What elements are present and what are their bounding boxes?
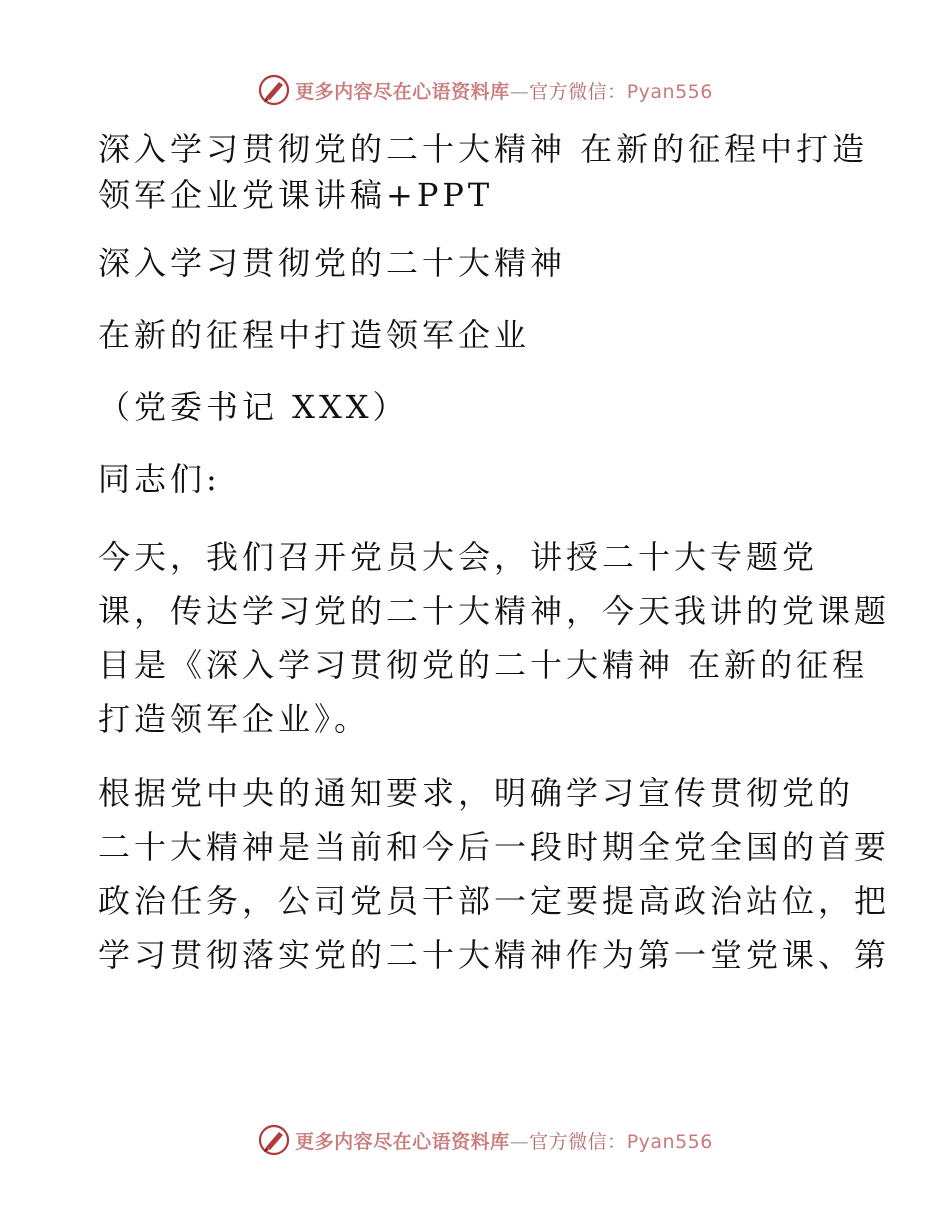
watermark-brand: 更多内容尽在心语资料库 (295, 80, 510, 103)
footer-watermark (0, 1118, 950, 1162)
paragraph-line: 政治任务，公司党员干部一定要提高政治站位，把 (98, 882, 891, 920)
watermark-label: 官方微信： (529, 80, 627, 103)
watermark-text (295, 77, 713, 104)
watermark-group (257, 1123, 713, 1157)
heading-1: 深入学习贯彻党的二十大精神 (98, 244, 567, 282)
watermark-id: Pyan556 (626, 80, 713, 103)
paragraph-line: 根据党中央的通知要求，明确学习宣传贯彻党的 (98, 774, 855, 812)
watermark-label: 官方微信： (529, 1130, 627, 1153)
watermark-dash: — (509, 80, 530, 103)
greeting: 同志们: (98, 460, 221, 498)
speaker-line: （党委书记 XXX） (98, 388, 409, 426)
watermark-group (257, 73, 713, 107)
header-watermark (0, 68, 950, 112)
paragraph-line: 打造领军企业》。 (98, 700, 371, 738)
paragraph-line: 今天，我们召开党员大会，讲授二十大专题党 (98, 538, 819, 576)
watermark-id: Pyan556 (626, 1130, 713, 1153)
pen-logo-icon (257, 1123, 291, 1157)
paragraph-line: 学习贯彻落实党的二十大精神作为第一堂党课、第 (98, 936, 891, 974)
document-title-line-2: 领军企业党课讲稿+PPT (98, 176, 494, 214)
document-body (98, 126, 891, 982)
paragraph-line: 二十大精神是当前和今后一段时期全党全国的首要 (98, 828, 891, 866)
paragraph-1 (98, 530, 891, 746)
paragraph-line: 目是《深入学习贯彻党的二十大精神 在新的征程 (98, 646, 869, 684)
watermark-dash: — (509, 1130, 530, 1153)
pen-logo-icon (257, 73, 291, 107)
heading-2: 在新的征程中打造领军企业 (98, 316, 531, 354)
watermark-text (295, 1127, 713, 1154)
watermark-brand: 更多内容尽在心语资料库 (295, 1130, 510, 1153)
paragraph-2 (98, 766, 891, 982)
paragraph-line: 课，传达学习党的二十大精神，今天我讲的党课题 (98, 592, 891, 630)
document-title-line-1: 深入学习贯彻党的二十大精神 在新的征程中打造 (98, 130, 869, 168)
